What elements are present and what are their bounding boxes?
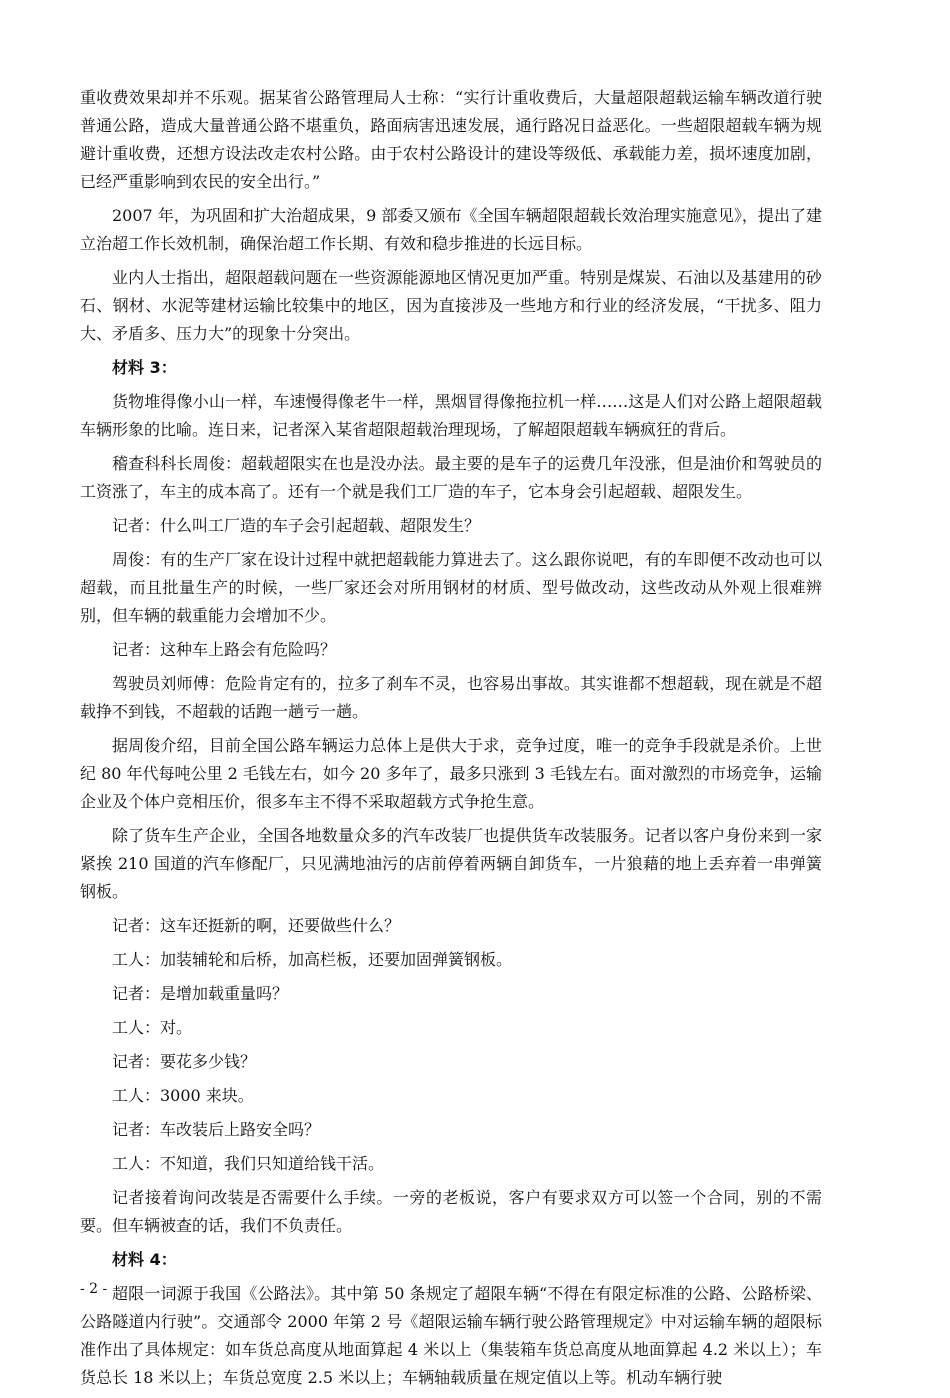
- paragraph: 记者：要花多少钱？: [112, 1052, 257, 1071]
- page-number: - 2 -: [80, 1281, 108, 1297]
- paragraph: 稽查科科长周俊：超载超限实在也是没办法。最主要的是车子的运费几年没涨，但是油价和驾驶员的工资涨了，车主的成本高了。还有一个就是我们工厂造的车子，它本身会引起超载、超限发生。: [80, 454, 822, 501]
- paragraph: 2007 年，为巩固和扩大治超成果，9 部委又颁布《全国车辆超限超载长效治理实施意见》，提出了建立治超工作长效机制，确保治超工作长期、有效和稳步推进的长远目标。: [80, 206, 822, 253]
- paragraph: 记者：这种车上路会有危险吗？: [112, 640, 337, 659]
- paragraph: 工人：3000 来块。: [112, 1086, 254, 1105]
- paragraph: 超限一词源于我国《公路法》。其中第 50 条规定了超限车辆“不得在有限定标准的公路、公路桥梁、公路隧道内行驶”。交通部令 2000 年第 2 号《超限运输车辆行驶公路管理规定》中对运输车辆的超限标准作出了具体规定：如车货总高度从地面算起 4 米以上（集装箱车货总高度从地面算起 4.2 米以上）；车货总长 18 米以上；车货总宽度 2.5 米以上；车辆轴载质量在规定值以上等。机动车辆行驶: [80, 1284, 822, 1387]
- paragraph: 记者：车改装后上路安全吗？: [112, 1120, 321, 1139]
- paragraph: 记者：这车还挺新的啊，还要做些什么？: [112, 916, 401, 935]
- paragraph: 据周俊介绍，目前全国公路车辆运力总体上是供大于求，竞争过度，唯一的竞争手段就是杀价。上世纪 80 年代每吨公里 2 毛钱左右，如今 20 多年了，最多只涨到 3 毛钱左右。面对激烈的市场竞争，运输企业及个体户竞相压价，很多车主不得不采取超载方式争抢生意。: [80, 736, 822, 811]
- paragraph: 记者：什么叫工厂造的车子会引起超载、超限发生？: [112, 516, 481, 535]
- paragraph: 货物堆得像小山一样，车速慢得像老牛一样，黑烟冒得像拖拉机一样……这是人们对公路上超限超载车辆形象的比喻。连日来，记者深入某省超限超载治理现场，了解超限超载车辆疯狂的背后。: [80, 392, 822, 439]
- paragraph: 记者接着询问改装是否需要什么手续。一旁的老板说，客户有要求双方可以签一个合同，别的不需要。但车辆被查的话，我们不负责任。: [80, 1188, 822, 1235]
- paragraph: 工人：对。: [112, 1018, 193, 1037]
- section-heading-material-3: 材料 3：: [112, 358, 177, 377]
- paragraph: 除了货车生产企业，全国各地数量众多的汽车改装厂也提供货车改装服务。记者以客户身份来到一家紧挨 210 国道的汽车修配厂，只见满地油污的店前停着两辆自卸货车，一片狼藉的地上丢弃着一串弹簧钢板。: [80, 826, 822, 901]
- paragraph: 工人：加装辅轮和后桥，加高栏板，还要加固弹簧钢板。: [112, 950, 513, 969]
- paragraph: 记者：是增加载重量吗？: [112, 984, 289, 1003]
- document-body: [80, 84, 822, 1398]
- paragraph: 重收费效果却并不乐观。据某省公路管理局人士称：“实行计重收费后，大量超限超载运输车辆改道行驶普通公路，造成大量普通公路不堪重负，路面病害迅速发展，通行路况日益恶化。一些超限超载车辆为规避计重收费，还想方设法改走农村公路。由于农村公路设计的建设等级低、承载能力差，损坏速度加剧，已经严重影响到农民的安全出行。”: [80, 88, 822, 191]
- paragraph: 驾驶员刘师傅：危险肯定有的，拉多了刹车不灵，也容易出事故。其实谁都不想超载，现在就是不超载挣不到钱，不超载的话跑一趟亏一趟。: [80, 674, 822, 721]
- paragraph: 业内人士指出，超限超载问题在一些资源能源地区情况更加严重。特别是煤炭、石油以及基建用的砂石、钢材、水泥等建材运输比较集中的地区，因为直接涉及一些地方和行业的经济发展，“干扰多、阻力大、矛盾多、压力大”的现象十分突出。: [80, 268, 822, 343]
- paragraph: 周俊：有的生产厂家在设计过程中就把超载能力算进去了。这么跟你说吧，有的车即便不改动也可以超载，而且批量生产的时候，一些厂家还会对所用钢材的材质、型号做改动，这些改动从外观上很难辨别，但车辆的载重能力会增加不少。: [80, 550, 822, 625]
- section-heading-material-4: 材料 4：: [112, 1250, 177, 1269]
- paragraph: 工人：不知道，我们只知道给钱干活。: [112, 1154, 385, 1173]
